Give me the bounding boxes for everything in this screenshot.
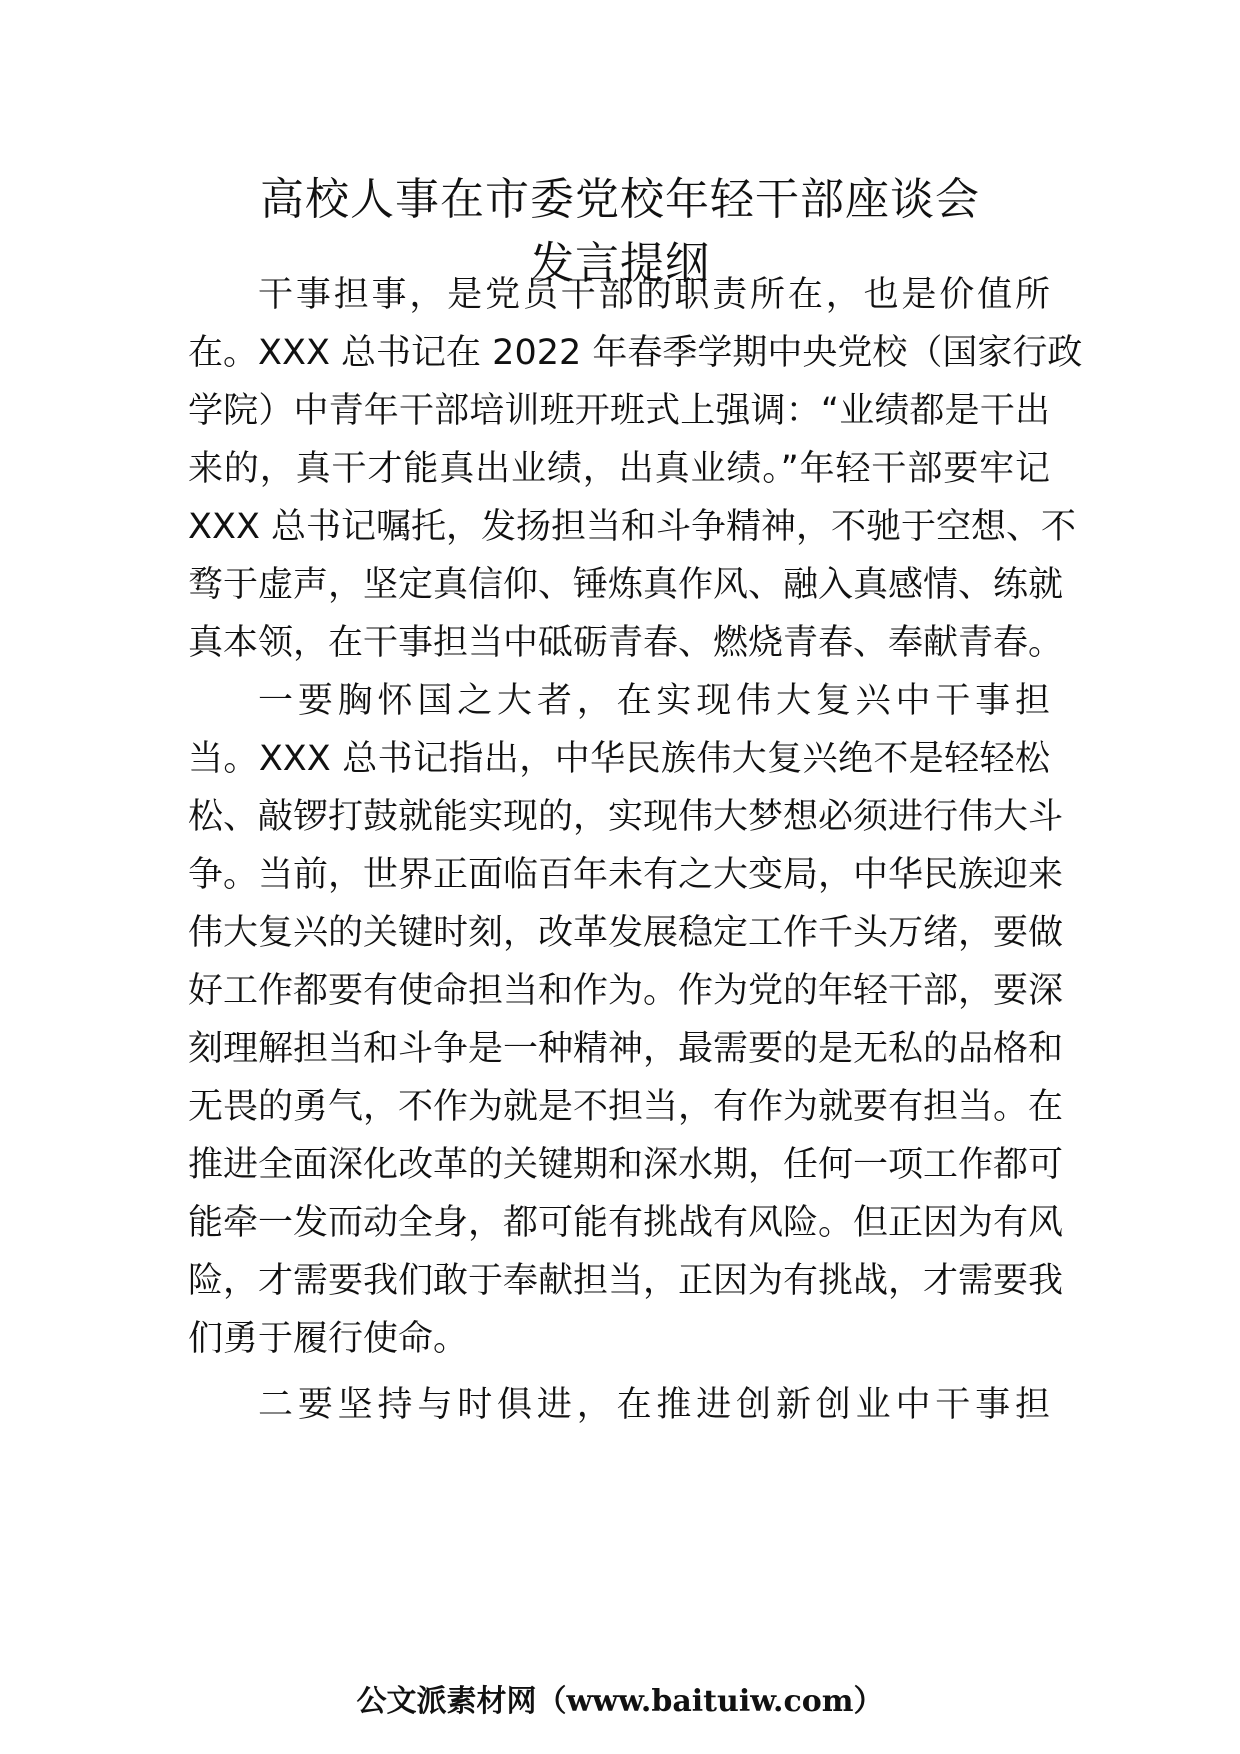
body-line: 学院）中青年干部培训班开班式上强调：“业绩都是干出 — [188, 391, 1050, 431]
body-line: 好工作都要有使命担当和作为。作为党的年轻干部，要深 — [188, 971, 1064, 1011]
body-line: 无畏的勇气，不作为就是不担当，有作为就要有担当。在 — [188, 1087, 1064, 1127]
body-line: XXX 总书记嘱托，发扬担当和斗争精神，不驰于空想、不 — [188, 507, 1077, 547]
footer-watermark: 公文派素材网（www.baituiw.com） — [356, 1684, 884, 1719]
body-line: 能牵一发而动全身，都可能有挑战有风险。但正因为有风 — [188, 1203, 1064, 1243]
document-title-line-1: 高校人事在市委党校年轻干部座谈会 — [260, 174, 980, 225]
body-line: 推进全面深化改革的关键期和深水期，任何一项工作都可 — [188, 1145, 1064, 1185]
body-line: 在。XXX 总书记在 2022 年春季学期中央党校（国家行政 — [188, 333, 1083, 373]
body-line: 真本领，在干事担当中砥砺青春、燃烧青春、奉献青春。 — [188, 623, 1064, 663]
body-line: 险，才需要我们敢于奉献担当，正因为有挑战，才需要我 — [188, 1261, 1064, 1301]
body-line: 二要坚持与时俱进，在推进创新创业中干事担 — [258, 1385, 1050, 1425]
body-line: 干事担事，是党员干部的职责所在，也是价值所 — [258, 275, 1050, 315]
body-line: 争。当前，世界正面临百年未有之大变局，中华民族迎来 — [188, 855, 1064, 895]
body-line: 来的，真干才能真出业绩，出真业绩。”年轻干部要牢记 — [188, 449, 1050, 489]
body-line: 们勇于履行使命。 — [188, 1319, 469, 1359]
body-line: 松、敲锣打鼓就能实现的，实现伟大梦想必须进行伟大斗 — [188, 797, 1064, 837]
document-title-line-2: 发言提纲 — [530, 238, 710, 289]
body-line: 当。XXX 总书记指出，中华民族伟大复兴绝不是轻轻松 — [188, 739, 1050, 779]
body-line: 刻理解担当和斗争是一种精神，最需要的是无私的品格和 — [188, 1029, 1064, 1069]
body-line: 骛于虚声，坚定真信仰、锤炼真作风、融入真感情、练就 — [188, 565, 1064, 605]
body-line: 伟大复兴的关键时刻，改革发展稳定工作千头万绪，要做 — [188, 913, 1064, 953]
body-line: 一要胸怀国之大者，在实现伟大复兴中干事担 — [258, 681, 1050, 721]
